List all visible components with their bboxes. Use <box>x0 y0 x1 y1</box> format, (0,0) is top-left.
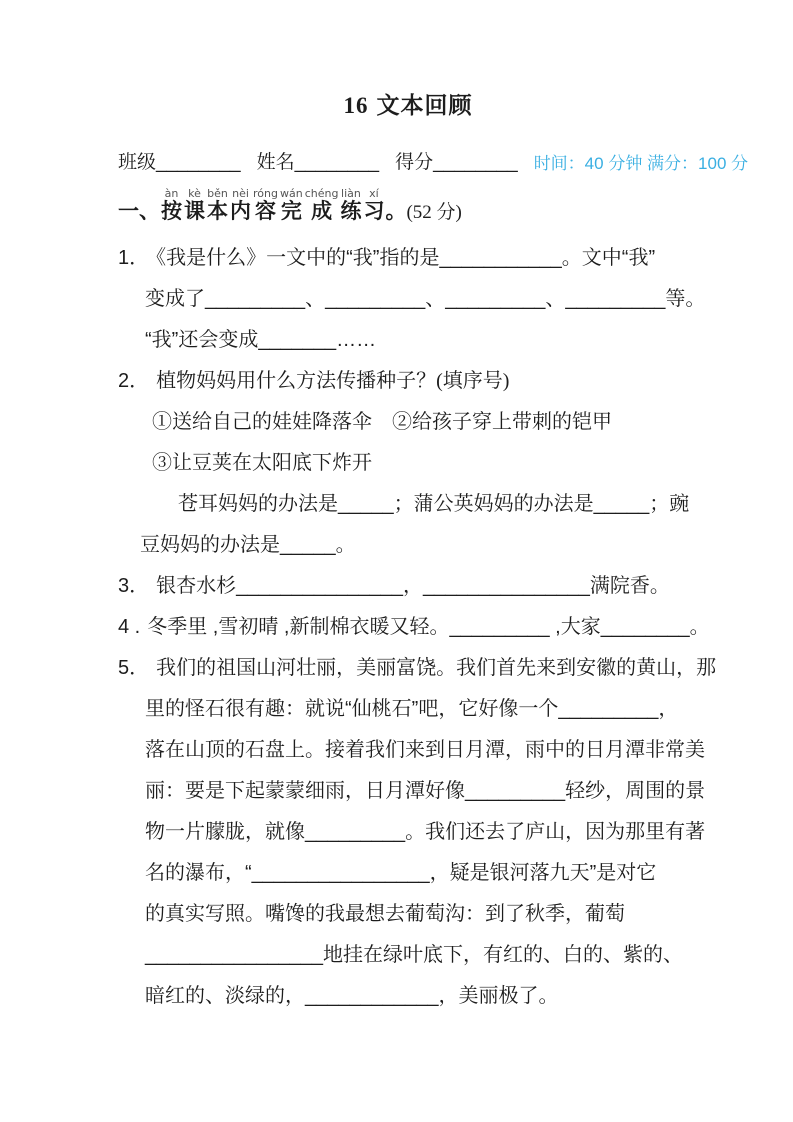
question-2 <box>118 361 698 566</box>
question-text: “我”还会变成_______…… <box>145 329 377 351</box>
heading-pinyin: běn <box>207 187 228 200</box>
heading-hanzi: 课 <box>184 200 205 223</box>
question-line <box>118 320 698 361</box>
question-line <box>118 689 698 730</box>
title-number: 16 <box>343 93 369 118</box>
question-text: ________________地挂在绿叶底下，有红的、白的、紫的、 <box>145 944 683 966</box>
question-text: 丽：要是下起蒙蒙细雨，日月潭好像_________轻纱，周围的景 <box>145 780 706 802</box>
question-number: 1． <box>118 247 150 269</box>
question-text: 里的怪石很有趣：就说“仙桃石”吧，它好像一个_________， <box>145 698 679 720</box>
question-text: 暗红的、淡绿的，____________，美丽极了。 <box>145 985 559 1007</box>
question-text: ①送给自己的娃娃降落伞 ②给孩子穿上带刺的铠甲 <box>152 411 612 433</box>
time-limit-info: 时间：40 分钟 满分：100 分 <box>533 154 749 173</box>
question-text: 冬季里 ,雪初晴 ,新制棉衣暖又轻。_________ ,大家________。 <box>147 616 710 638</box>
heading-points: (52 分) <box>406 202 462 223</box>
heading-hanzi: 容 <box>253 200 278 223</box>
question-line <box>118 607 710 648</box>
question-line <box>118 443 698 484</box>
heading-character <box>340 187 362 223</box>
heading-hanzi: 完 <box>279 200 303 223</box>
heading-hanzi: 本 <box>207 200 228 223</box>
field-blank-line: ________ <box>433 152 518 173</box>
heading-hanzi: 成 <box>304 200 339 223</box>
question-line <box>118 361 698 402</box>
question-line <box>118 853 698 894</box>
question-text: 银杏水杉_______________，_______________满院香。 <box>156 575 670 597</box>
heading-character <box>207 187 228 223</box>
heading-pinyin: liàn <box>340 187 362 200</box>
question-number: 4 . <box>118 616 141 638</box>
question-line <box>118 730 705 771</box>
question-text: 苍耳妈妈的办法是_____；蒲公英妈妈的办法是_____；豌 <box>178 493 690 515</box>
section-heading <box>118 188 698 228</box>
heading-pinyin: chéng <box>304 187 339 200</box>
heading-pinyin: kè <box>184 187 205 200</box>
heading-hanzi: 内 <box>230 200 251 223</box>
field-blank-line: ________ <box>294 152 380 173</box>
field-label: 班级 <box>118 152 157 173</box>
heading-character <box>230 187 251 223</box>
heading-character <box>363 187 385 223</box>
question-text: 落在山顶的石盘上。接着我们来到日月潭，雨中的日月潭非常美 <box>145 739 705 761</box>
question-line <box>118 484 698 525</box>
heading-period: 。 <box>385 200 407 223</box>
question-line <box>118 935 698 976</box>
question-line <box>118 894 698 935</box>
question-5 <box>118 648 717 1017</box>
heading-hanzi: 练 <box>340 200 362 223</box>
header-field <box>118 152 241 173</box>
title-text: 文本回顾 <box>376 92 473 118</box>
question-text: 《我是什么》一文中的“我”指的是___________。文中“我” <box>156 247 656 269</box>
heading-words <box>160 187 385 223</box>
field-label: 姓名 <box>256 152 295 173</box>
question-text: 豆妈妈的办法是_____。 <box>140 534 356 556</box>
heading-character <box>161 187 182 223</box>
heading-character <box>304 187 339 223</box>
question-text: 变成了_________、_________、_________、_________等。 <box>145 288 706 310</box>
question-number: 3． <box>118 575 150 597</box>
heading-pinyin: nèi <box>230 187 251 200</box>
question-line <box>118 648 717 689</box>
question-1 <box>118 238 706 361</box>
heading-pinyin: xí <box>363 187 385 200</box>
heading-character <box>253 187 278 223</box>
heading-pinyin: àn <box>161 187 182 200</box>
question-text: 植物妈妈用什么方法传播种子？ <box>156 370 437 392</box>
field-blank-line: ________ <box>156 152 241 173</box>
question-text: 我们的祖国山河壮丽，美丽富饶。我们首先来到安徽的黄山，那 <box>156 657 717 679</box>
heading-numbering: 一、 <box>118 200 160 223</box>
question-line <box>118 566 698 607</box>
heading-pinyin: wán <box>279 187 303 200</box>
header-field <box>257 152 380 173</box>
question-line <box>118 771 706 812</box>
question-3 <box>118 566 698 607</box>
question-text-tail: (填序号) <box>436 370 510 392</box>
heading-character <box>279 187 303 223</box>
header-row <box>118 147 749 174</box>
page-content <box>118 90 749 1017</box>
question-line <box>118 238 698 279</box>
question-text: ③让豆荚在太阳底下炸开 <box>152 452 372 474</box>
heading-pinyin: róng <box>253 187 278 200</box>
question-number: 5． <box>118 657 150 679</box>
page-title <box>118 90 698 121</box>
question-text: 名的瀑布，“________________，疑是银河落九天”是对它 <box>145 862 657 884</box>
question-number: 2． <box>118 370 150 392</box>
question-line <box>118 976 698 1017</box>
question-4 <box>118 607 710 648</box>
heading-hanzi: 按 <box>161 200 182 223</box>
question-line <box>118 812 706 853</box>
heading-hanzi: 习 <box>363 200 385 223</box>
header-field <box>395 152 518 173</box>
question-text: 物一片朦胧，就像_________。我们还去了庐山，因为那里有著 <box>145 821 706 843</box>
questions <box>118 238 717 1017</box>
question-line <box>118 525 698 566</box>
heading-character <box>184 187 205 223</box>
field-label: 得分 <box>395 152 434 173</box>
question-line <box>118 402 698 443</box>
header-fields <box>118 147 534 174</box>
question-line <box>118 279 706 320</box>
question-text: 的真实写照。嘴馋的我最想去葡萄沟：到了秋季，葡萄 <box>145 903 625 925</box>
